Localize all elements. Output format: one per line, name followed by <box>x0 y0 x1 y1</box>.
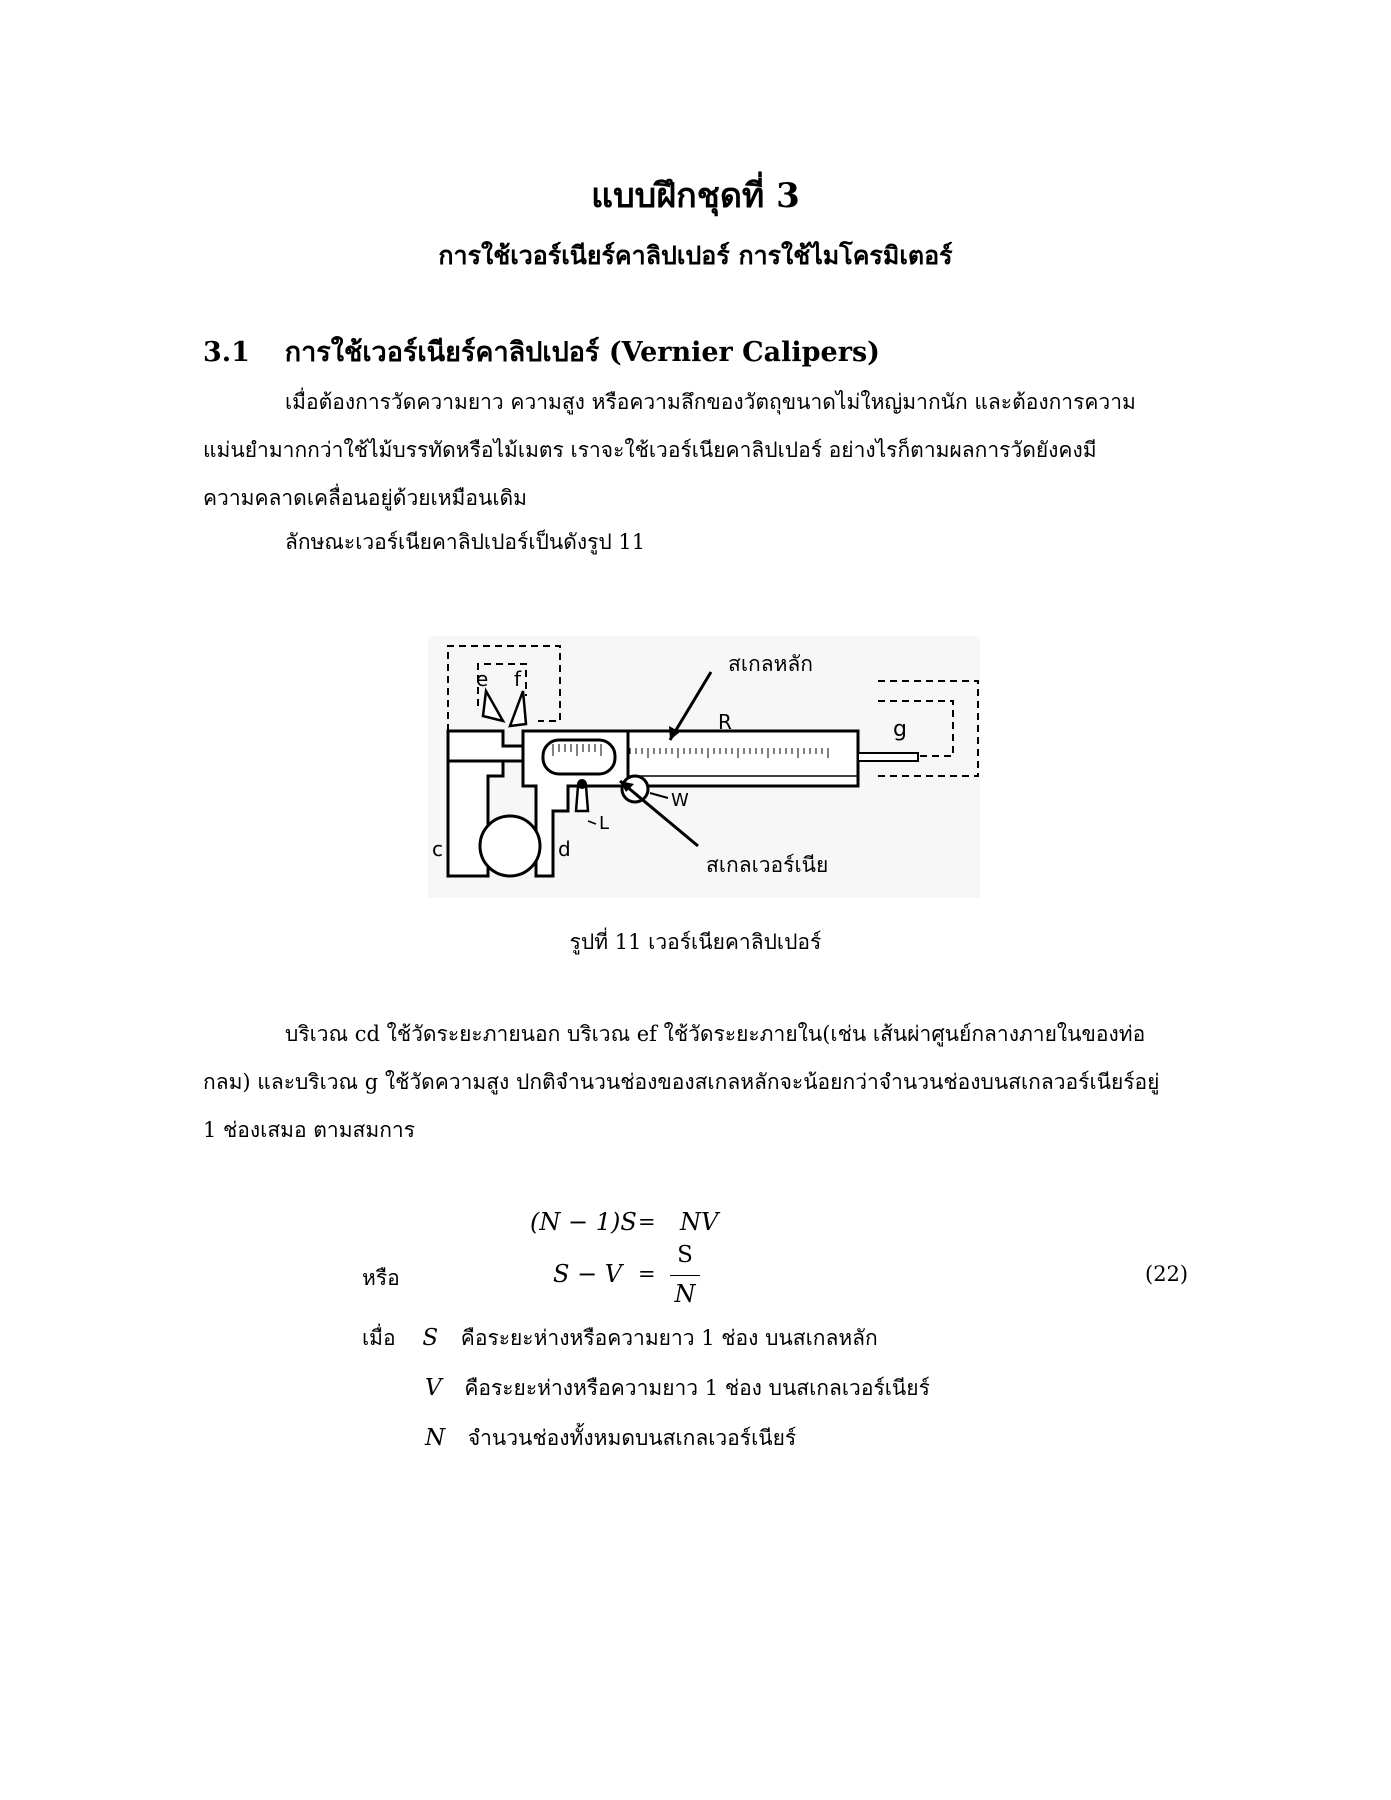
equation-line1-left: (N − 1)S <box>530 1208 637 1236</box>
definition-v-text: คือระยะห่างหรือความยาว 1 ช่อง บนสเกลเวอร์เนียร์ <box>464 1376 930 1400</box>
definition-row-v <box>425 1372 930 1405</box>
equation-line2-equals: = <box>638 1262 656 1286</box>
definition-row-s <box>362 1322 878 1355</box>
label-r: R <box>718 710 732 734</box>
label-w: W <box>671 790 689 811</box>
section-heading <box>203 330 880 373</box>
label-main-scale: สเกลหลัก <box>728 652 814 676</box>
lock-screw-head <box>577 779 587 789</box>
depth-rod <box>858 753 918 761</box>
lock-screw <box>576 786 588 811</box>
equation-number: (22) <box>1145 1262 1189 1286</box>
symbol-s: S <box>422 1325 439 1351</box>
definition-row-n <box>425 1422 796 1455</box>
definition-n-text: จำนวนช่องทั้งหมดบนสเกลเวอร์เนียร์ <box>467 1426 797 1450</box>
equation-line2-left: S − V <box>553 1260 623 1288</box>
vernier-window <box>543 740 615 774</box>
section-title: การใช้เวอร์เนียร์คาลิปเปอร์ (Vernier Calipers) <box>284 337 880 368</box>
page-title: แบบฝึกชุดที่ 3 <box>591 176 800 216</box>
label-e: e <box>476 667 489 691</box>
paragraph-regions: บริเวณ cd ใช้วัดระยะภายนอก บริเวณ ef ใช้วัดระยะภายใน(เช่น เส้นผ่าศูนย์กลางภายในของท่อกลม) และบริเวณ g ใช้วัดความสูง ปกติจำนวนช่องของสเกลหลักจะน้อยกว่าจำนวนช่องบนสเกลวอร์เนียร์อยู่ 1 ช่องเสมอ ตามสมการ <box>203 1022 1160 1142</box>
label-l: L <box>599 813 610 834</box>
definition-s-text: คือระยะห่างหรือความยาว 1 ช่อง บนสเกลหลัก <box>460 1326 878 1350</box>
label-g: g <box>893 717 907 742</box>
paragraph-figure-ref: ลักษณะเวอร์เนียคาลิปเปอร์เป็นดังรูป 11 <box>285 530 646 554</box>
or-label: หรือ <box>362 1266 400 1290</box>
label-d: d <box>558 837 571 861</box>
equation-line1-equals: = <box>638 1210 656 1234</box>
measured-sphere <box>480 816 540 876</box>
section-number: 3.1 <box>203 337 250 368</box>
symbol-n: N <box>425 1425 446 1451</box>
label-c: c <box>432 837 443 861</box>
when-label: เมื่อ <box>362 1326 396 1350</box>
vernier-caliper-figure <box>428 636 980 898</box>
label-vernier-scale: สเกลเวอร์เนีย <box>706 853 829 877</box>
fraction-bar <box>670 1275 700 1276</box>
page-subtitle: การใช้เวอร์เนียร์คาลิปเปอร์ การใช้ไมโครมิเตอร์ <box>438 241 953 270</box>
symbol-v: V <box>425 1375 442 1401</box>
fraction-denominator: N <box>674 1280 696 1308</box>
figure-caption: รูปที่ 11 เวอร์เนียคาลิปเปอร์ <box>569 930 822 954</box>
caliper-drawing <box>428 636 980 898</box>
label-f: f <box>514 667 522 691</box>
equation-line1-right: NV <box>680 1208 719 1236</box>
fraction-numerator: S <box>677 1242 693 1268</box>
paragraph-intro: เมื่อต้องการวัดความยาว ความสูง หรือความลึกของวัตถุขนาดไม่ใหญ่มากนัก และต้องการความแม่นยำมากกว่าใช้ไม้บรรทัดหรือไม้เมตร เราจะใช้เวอร์เนียคาลิปเปอร์ อย่างไรก็ตามผลการวัดยังคงมีความคลาดเคลื่อนอยู่ด้วยเหมือนเดิม <box>203 390 1136 510</box>
